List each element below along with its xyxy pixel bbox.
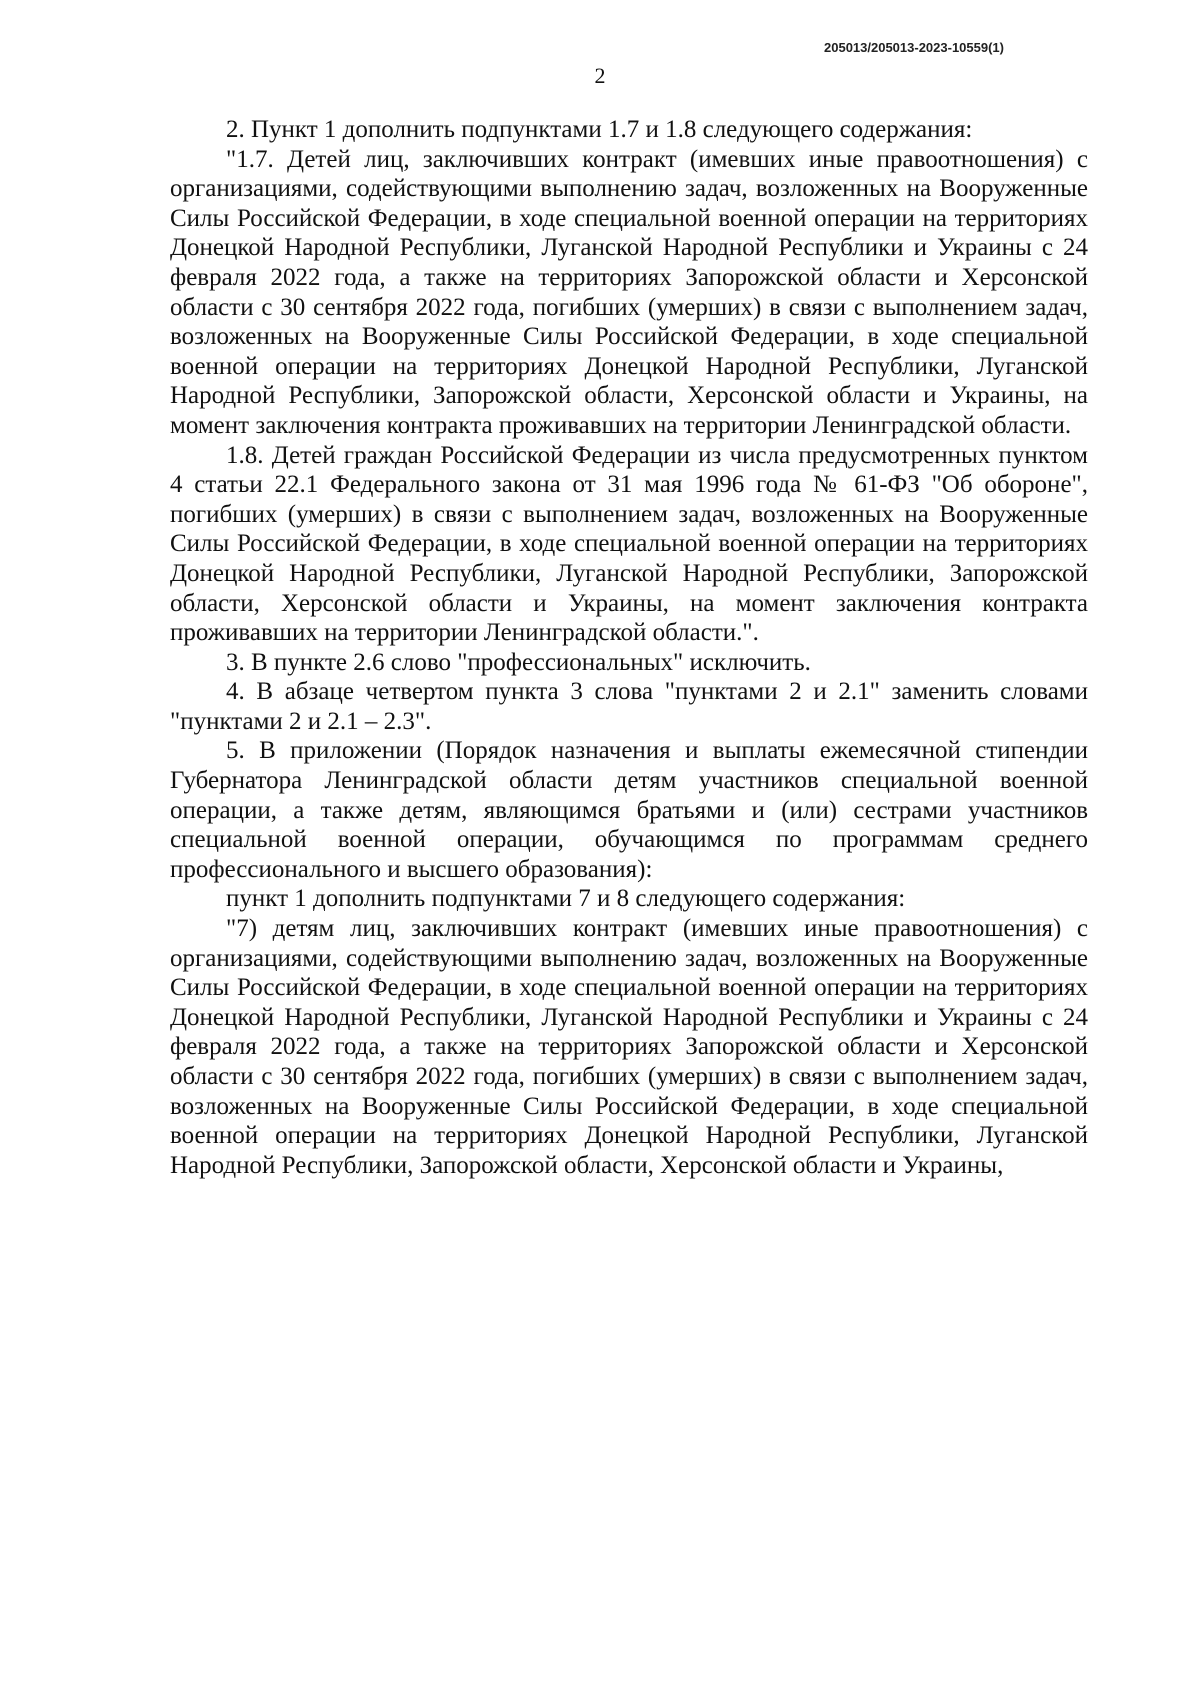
document-id: 205013/205013-2023-10559(1) xyxy=(824,40,1004,55)
document-body xyxy=(170,115,1088,1180)
paragraph-item-3: 3. В пункте 2.6 слово "профессиональных" исключить. xyxy=(226,648,811,676)
paragraph-item-5-intro: пункт 1 дополнить подпунктами 7 и 8 следующего содержания: xyxy=(226,885,906,913)
paragraph-subitem-1-8: 1.8. Детей граждан Российской Федерации из числа предусмотренных пунктом 4 статьи 22.1 Федерального закона от 31 мая 1996 года № 61-ФЗ "Об обороне", погибших (умерших) в связи с выполнением задач, возложенных на Вооруженные Силы Российской Федерации, в ходе специальной военной операции на территориях Донецкой Народной Республики, Луганской Народной Республики, Запорожской области, Херсонской области и Украины, на момент заключения контракта проживавших на территории Ленинградской области.". xyxy=(170,441,1088,647)
paragraph-subitem-1-7: "1.7. Детей лиц, заключивших контракт (имевших иные правоотношения) с организациями, содействующими выполнению задач, возложенных на Вооруженные Силы Российской Федерации, в ходе специальной военной операции на территориях Донецкой Народной Республики, Луганской Народной Республики и Украины с 24 февраля 2022 года, а также на территориях Запорожской области и Херсонской области с 30 сентября 2022 года, погибших (умерших) в связи с выполнением задач, возложенных на Вооруженные Силы Российской Федерации, в ходе специальной военной операции на территориях Донецкой Народной Республики, Луганской Народной Республики, Запорожской области, Херсонской области и Украины, на момент заключения контракта проживавших на территории Ленинградской области. xyxy=(170,145,1088,439)
paragraph-subitem-7: "7) детям лиц, заключивших контракт (имевших иные правоотношения) с организациями, содействующими выполнению задач, возложенных на Вооруженные Силы Российской Федерации, в ходе специальной военной операции на территориях Донецкой Народной Республики, Луганской Народной Республики и Украины с 24 февраля 2022 года, а также на территориях Запорожской области и Херсонской области с 30 сентября 2022 года, погибших (умерших) в связи с выполнением задач, возложенных на Вооруженные Силы Российской Федерации, в ходе специальной военной операции на территориях Донецкой Народной Республики, Луганской Народной Республики, Запорожской области, Херсонской области и Украины, xyxy=(170,915,1088,1179)
paragraph-item-2: 2. Пункт 1 дополнить подпунктами 1.7 и 1.8 следующего содержания: xyxy=(226,116,973,143)
page-number: 2 xyxy=(594,63,606,88)
paragraph-item-5: 5. В приложении (Порядок назначения и выплаты ежемесячной стипендии Губернатора Ленинградской области детям участников специальной военной операции, а также детям, являющимся братьями и (или) сестрами участников специальной военной операции, обучающимся по программам среднего профессионального и высшего образования): xyxy=(170,737,1088,883)
paragraph-item-4: 4. В абзаце четвертом пункта 3 слова "пунктами 2 и 2.1" заменить словами "пунктами 2 и 2.1 – 2.3". xyxy=(170,678,1088,735)
